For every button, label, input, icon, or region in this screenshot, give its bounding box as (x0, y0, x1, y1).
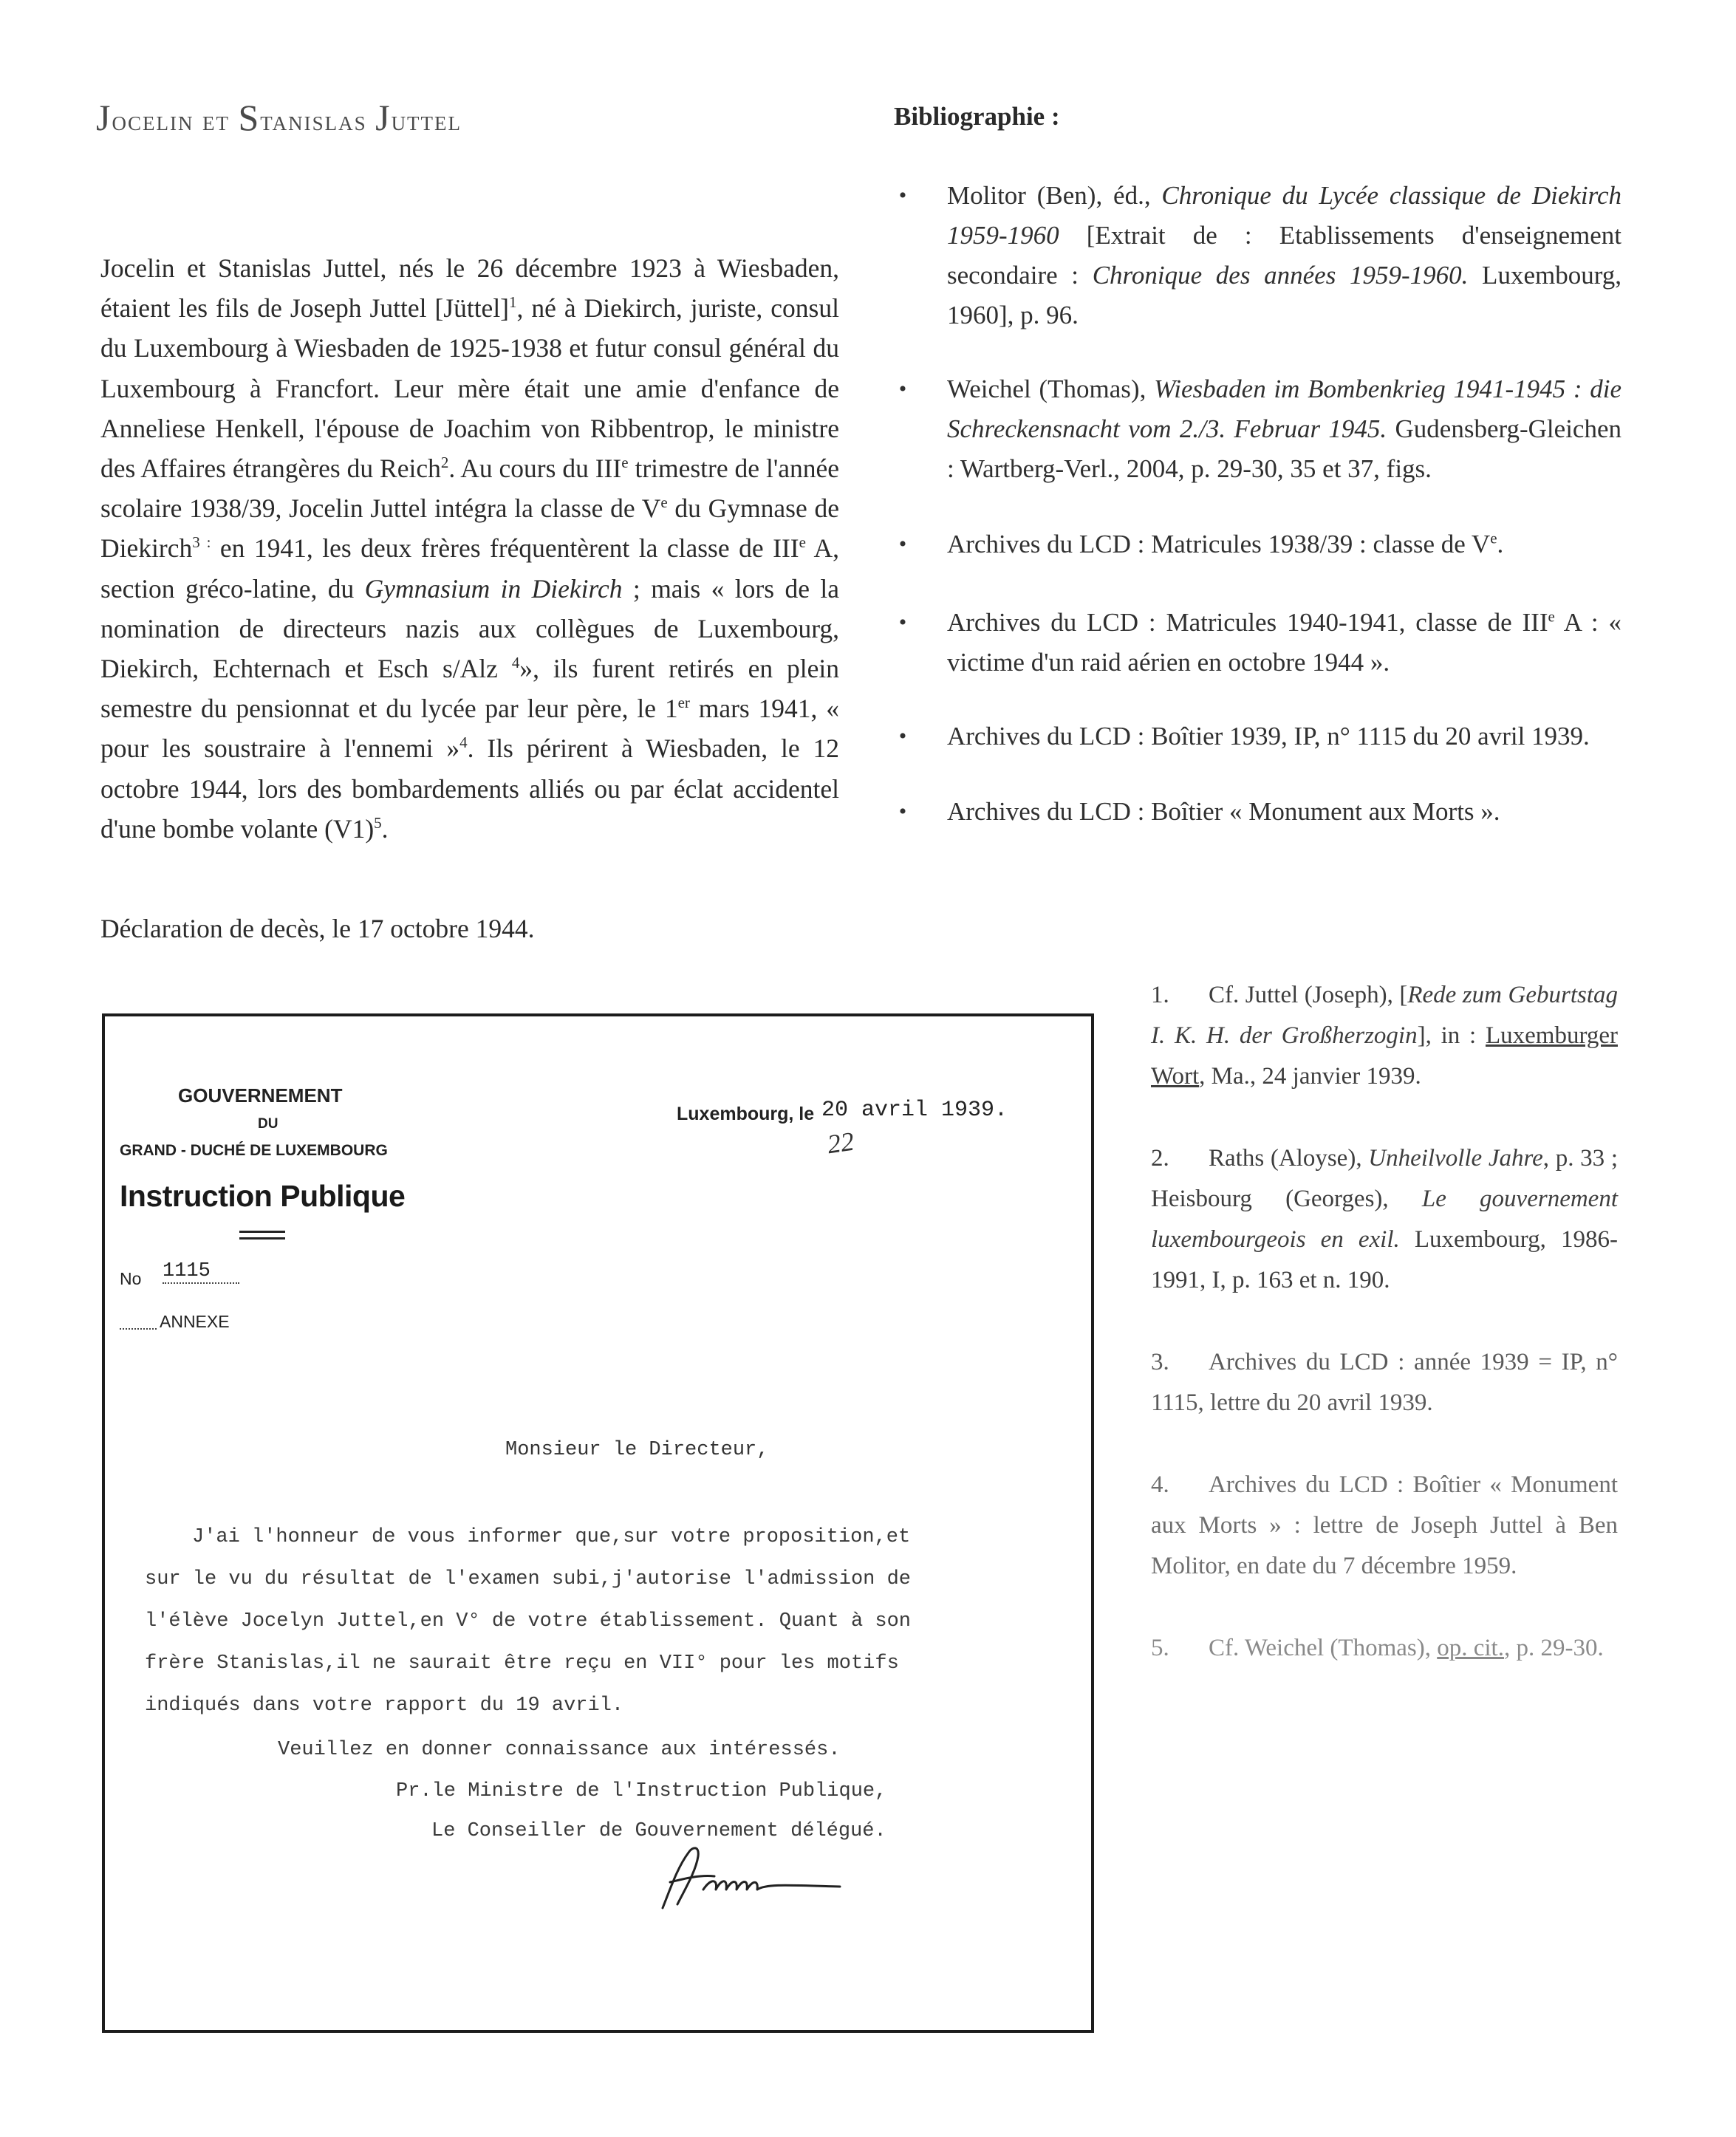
letter-date: 20 avril 1939. (821, 1098, 1008, 1123)
letterhead-line-3: GRAND - DUCHÉ DE LUXEMBOURG (120, 1142, 388, 1159)
annexe-label: ANNEXE (160, 1312, 230, 1331)
bibliography-item: • Archives du LCD : Matricules 1940-1941, classe de IIIe A : « victime d'un raid aérien en octobre 1944 ». (894, 603, 1621, 683)
footnote-ref-2[interactable]: 2 (440, 454, 449, 472)
bibliography-item: • Archives du LCD : Boîtier 1939, IP, n° 1115 du 20 avril 1939. (894, 717, 1621, 756)
bibliography-list (894, 176, 1621, 832)
letter-line: J'ai l'honneur de vous informer que,sur votre proposition,et (192, 1526, 911, 1548)
handwritten-date-mark: 22 (825, 1126, 856, 1160)
footnote-2: 2. Raths (Aloyse), Unheilvolle Jahre, p. 33 ; Heisbourg (Georges), Le gouvernement luxembourgeois en exil. Luxembourg, 1986-1991, I, p. 163 et n. 190. (1151, 1145, 1619, 1293)
page-title: Jocelin et Stanislas Juttel (96, 97, 462, 138)
letter-line: Pr.le Ministre de l'Instruction Publique, (396, 1780, 887, 1802)
footnote-1: 1. Cf. Juttel (Joseph), [Rede zum Geburtstag I. K. H. der Großherzogin], in : Luxemburger Wort, Ma., 24 janvier 1939. (1151, 982, 1618, 1090)
death-declaration-caption: Déclaration de decès, le 17 octobre 1944. (100, 914, 535, 943)
letter-line: indiqués dans votre rapport du 19 avril. (145, 1695, 624, 1717)
divider (239, 1231, 285, 1233)
letter-place: Luxembourg, le (677, 1104, 815, 1124)
bullet-icon: • (898, 799, 907, 824)
bibliography-item: • Weichel (Thomas), Wiesbaden im Bombenkrieg 1941-1945 : die Schreckensnacht vom 2./3. Februar 1945. Gudensberg-Gleichen : Wartberg-Verl., 2004, p. 29-30, 35 et 37, figs. (894, 369, 1621, 489)
footnote-ref-1[interactable]: 1 (509, 293, 517, 312)
letter-line: frère Stanislas,il ne saurait être reçu en VII° pour les motifs (145, 1652, 899, 1675)
footnotes (1151, 975, 1618, 1710)
bullet-icon: • (898, 532, 907, 556)
divider (239, 1237, 285, 1240)
reference-number-label: No (120, 1269, 142, 1288)
bibliography-item: • Archives du LCD : Matricules 1938/39 : classe de Ve. (894, 524, 1621, 564)
letter-line: Veuillez en donner connaissance aux intéressés. (278, 1739, 841, 1761)
annexe-dotted-line (120, 1313, 157, 1330)
footnote-ref-5[interactable]: 5 (374, 814, 382, 832)
footnote-4: 4. Archives du LCD : Boîtier « Monument aux Morts » : lettre de Joseph Juttel à Ben Molitor, en date du 7 décembre 1959. (1151, 1471, 1618, 1579)
letter-line: l'élève Jocelyn Juttel,en V° de votre établissement. Quant à son (145, 1610, 911, 1632)
footnote-ref-4a[interactable]: 4 (511, 654, 520, 672)
bullet-icon: • (898, 183, 907, 208)
bibliography-item: • Archives du LCD : Boîtier « Monument aux Morts ». (894, 792, 1621, 832)
letter-salutation: Monsieur le Directeur, (505, 1439, 769, 1461)
biography-paragraph: Jocelin et Stanislas Juttel, nés le 26 décembre 1923 à Wiesbaden, étaient les fils de Joseph Juttel [Jüttel]$^1$, né à Diekirch, juriste, consul du Luxembourg à Wiesbaden de 1925-1938 et futur consul général du Luxembourg à Francfort. Leur mère était une amie d'enfance de Anneliese Henkell, l'épouse de Joachim von Ribbentrop, le ministre des Affaires étrangères du Reich$^2$. Au cours du IIIe trimestre de l'année scolaire 1938/39, Jocelin Juttel intégra la classe de Ve du Gymnase de Diekirch$^{3 :}$ en 1941, les deux frères fréquentèrent la classe de IIIe A, section gréco-latine, du Gymnasium in Diekirch ; mais « lors de la nomination de directeurs nazis aux collègues de Luxembourg, Diekirch, Echternach et Esch s/Alz $^4$», ils furent retirés en plein semestre du pensionnat et du lycée par leur père, le 1er mars 1941, « pour les soustraire à l'ennemi »$^4$. Ils périrent à Wiesbaden, le 12 octobre 1944, lors des bombardements alliés ou par éclat accidentel d'une bombe volante $(V1)^5$. (100, 253, 840, 844)
bullet-icon: • (898, 377, 907, 401)
letterhead-line-1: GOUVERNEMENT (178, 1084, 343, 1107)
footnote-ref-4b[interactable]: 4 (459, 734, 468, 752)
letterhead-line-2: DU (258, 1116, 278, 1132)
bibliography-item: • Molitor (Ben), éd., Chronique du Lycée classique de Diekirch 1959-1960 [Extrait de : Etablissements d'enseignement secondaire : Chronique des années 1959-1960. Luxembourg, 1960], p. 96. (894, 176, 1621, 335)
reference-number: 1115 (163, 1260, 239, 1284)
letterhead-department: Instruction Publique (120, 1179, 406, 1213)
letter-facsimile (102, 1013, 1094, 2033)
footnote-5: 5. Cf. Weichel (Thomas), op. cit., p. 29-30. (1151, 1635, 1604, 1661)
bullet-icon: • (898, 724, 907, 748)
bibliography-heading: Bibliographie : (894, 102, 1060, 131)
bullet-icon: • (898, 610, 907, 635)
letter-line: Le Conseiller de Gouvernement délégué. (431, 1820, 886, 1842)
footnote-ref-3[interactable]: 3 : (192, 533, 211, 552)
letter-line: sur le vu du résultat de l'examen subi,j'autorise l'admission de (145, 1568, 911, 1590)
footnote-3: 3. Archives du LCD : année 1939 = IP, n° 1115, lettre du 20 avril 1939. (1151, 1349, 1618, 1416)
handwritten-signature (648, 1838, 855, 1919)
